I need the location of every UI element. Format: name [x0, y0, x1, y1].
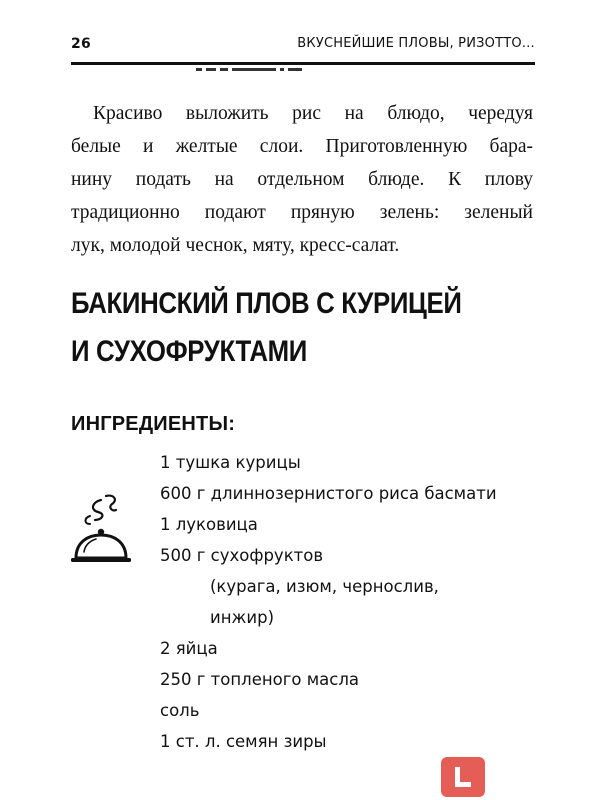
- ingredients-heading: ИНГРЕДИЕНТЫ:: [71, 413, 236, 435]
- ingredient-item: 2 яйца: [160, 639, 218, 658]
- ingredient-item: соль: [160, 701, 200, 720]
- intro-paragraph: [71, 97, 533, 262]
- ingredient-item: 600 г длиннозернистого риса басмати: [160, 484, 497, 503]
- ingredient-item: 500 г сухофруктов: [160, 546, 324, 565]
- intro-line: традиционно подают пряную зелень: зеленый: [71, 202, 533, 223]
- ingredient-item: 1 ст. л. семян зиры: [160, 732, 327, 751]
- recipe-title-line: И СУХОФРУКТАМИ: [71, 335, 307, 368]
- intro-line: Красиво выложить рис на блюдо, чередуя: [93, 103, 533, 124]
- recipe-title: [71, 280, 475, 376]
- ingredient-list: [160, 447, 560, 757]
- ingredient-note: инжир): [210, 608, 275, 627]
- publisher-logo-icon: [441, 757, 485, 797]
- ingredient-item: 1 тушка курицы: [160, 453, 301, 472]
- cloche-icon: [68, 490, 134, 566]
- running-head: [71, 36, 535, 58]
- intro-line: лук, молодой чеснок, мяту, кресс-салат.: [71, 235, 400, 256]
- intro-line: белые и желтые слои. Приготовленную бара-: [71, 136, 533, 157]
- intro-line: нину подать на отдельном блюде. К плову: [71, 169, 533, 190]
- ingredient-item: 250 г топленого масла: [160, 670, 360, 689]
- header-divider: [71, 62, 535, 65]
- ingredient-note: (курага, изюм, чернослив,: [210, 577, 439, 596]
- ingredient-item: 1 луковица: [160, 515, 258, 534]
- cut-off-text-fragment: [196, 68, 416, 74]
- book-title: ВКУСНЕЙШИЕ ПЛОВЫ, РИЗОТТО…: [297, 36, 535, 51]
- recipe-title-line: БАКИНСКИЙ ПЛОВ С КУРИЦЕЙ: [71, 287, 462, 320]
- page-number: 26: [71, 36, 91, 52]
